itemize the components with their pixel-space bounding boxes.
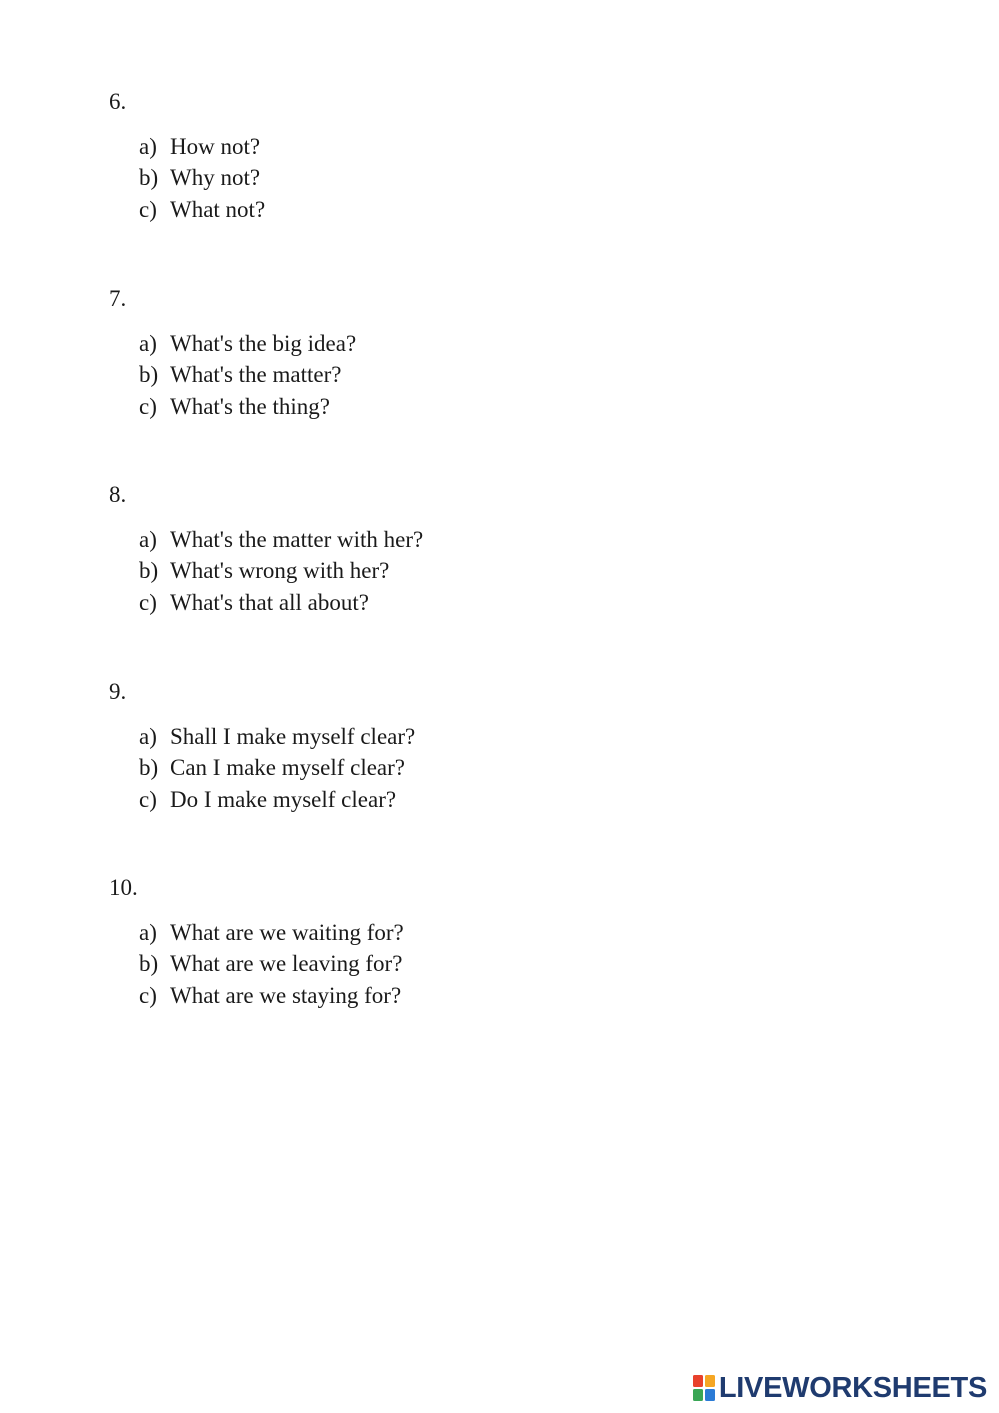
question-number: 6.: [109, 89, 127, 114]
option-letter: c): [139, 196, 157, 222]
option-text: Why not?: [170, 165, 261, 191]
option-c[interactable]: [139, 587, 709, 618]
question-number: 8.: [109, 482, 127, 507]
option-text: What's the matter?: [170, 362, 342, 388]
option-text: What's wrong with her?: [170, 558, 390, 584]
option-b[interactable]: [139, 555, 709, 586]
option-letter: a): [139, 527, 157, 552]
brand-wordmark: LIVEWORKSHEETS: [718, 1372, 987, 1404]
option-c[interactable]: [139, 784, 709, 815]
option-text: What not?: [170, 196, 266, 222]
option-letter: a): [139, 724, 157, 749]
option-letter: b): [139, 558, 159, 584]
option-b[interactable]: [139, 752, 709, 783]
option-a[interactable]: [139, 721, 709, 752]
option-letter: c): [139, 786, 157, 812]
options-list: [139, 328, 709, 422]
option-letter: b): [139, 755, 159, 781]
option-text: What's the big idea?: [170, 331, 357, 356]
option-text: What's the thing?: [170, 393, 330, 419]
option-letter: b): [139, 362, 159, 388]
question-6: [109, 86, 709, 225]
question-9: [109, 676, 709, 815]
option-a[interactable]: [139, 917, 709, 948]
options-list: [139, 721, 709, 815]
option-letter: a): [139, 134, 157, 159]
question-number: 9.: [109, 679, 127, 704]
option-text: Do I make myself clear?: [170, 786, 397, 812]
option-text: What are we leaving for?: [170, 951, 403, 977]
option-letter: c): [139, 982, 157, 1008]
option-c[interactable]: [139, 194, 709, 225]
option-letter: a): [139, 920, 157, 945]
option-c[interactable]: [139, 980, 709, 1011]
option-a[interactable]: [139, 131, 709, 162]
option-text: What are we waiting for?: [170, 920, 404, 945]
option-text: What's that all about?: [170, 589, 369, 615]
option-b[interactable]: [139, 948, 709, 979]
liveworksheets-brand: [693, 1371, 987, 1405]
option-text: How not?: [170, 134, 261, 159]
option-letter: b): [139, 165, 159, 191]
option-letter: b): [139, 951, 159, 977]
option-letter: c): [139, 589, 157, 615]
option-letter: a): [139, 331, 157, 356]
option-letter: c): [139, 393, 157, 419]
question-8: [109, 479, 709, 618]
question-10: [109, 872, 709, 1011]
option-c[interactable]: [139, 391, 709, 422]
option-text: Shall I make myself clear?: [170, 724, 416, 749]
option-text: What's the matter with her?: [170, 527, 424, 552]
option-text: What are we staying for?: [170, 982, 402, 1008]
option-a[interactable]: [139, 328, 709, 359]
options-list: [139, 524, 709, 618]
question-number: 7.: [109, 286, 127, 311]
option-b[interactable]: [139, 359, 709, 390]
question-7: [109, 283, 709, 422]
option-b[interactable]: [139, 162, 709, 193]
question-number: 10.: [109, 875, 138, 900]
option-text: Can I make myself clear?: [170, 755, 405, 781]
liveworksheets-logo-icon: [693, 1375, 715, 1401]
options-list: [139, 917, 709, 1011]
option-a[interactable]: [139, 524, 709, 555]
options-list: [139, 131, 709, 225]
